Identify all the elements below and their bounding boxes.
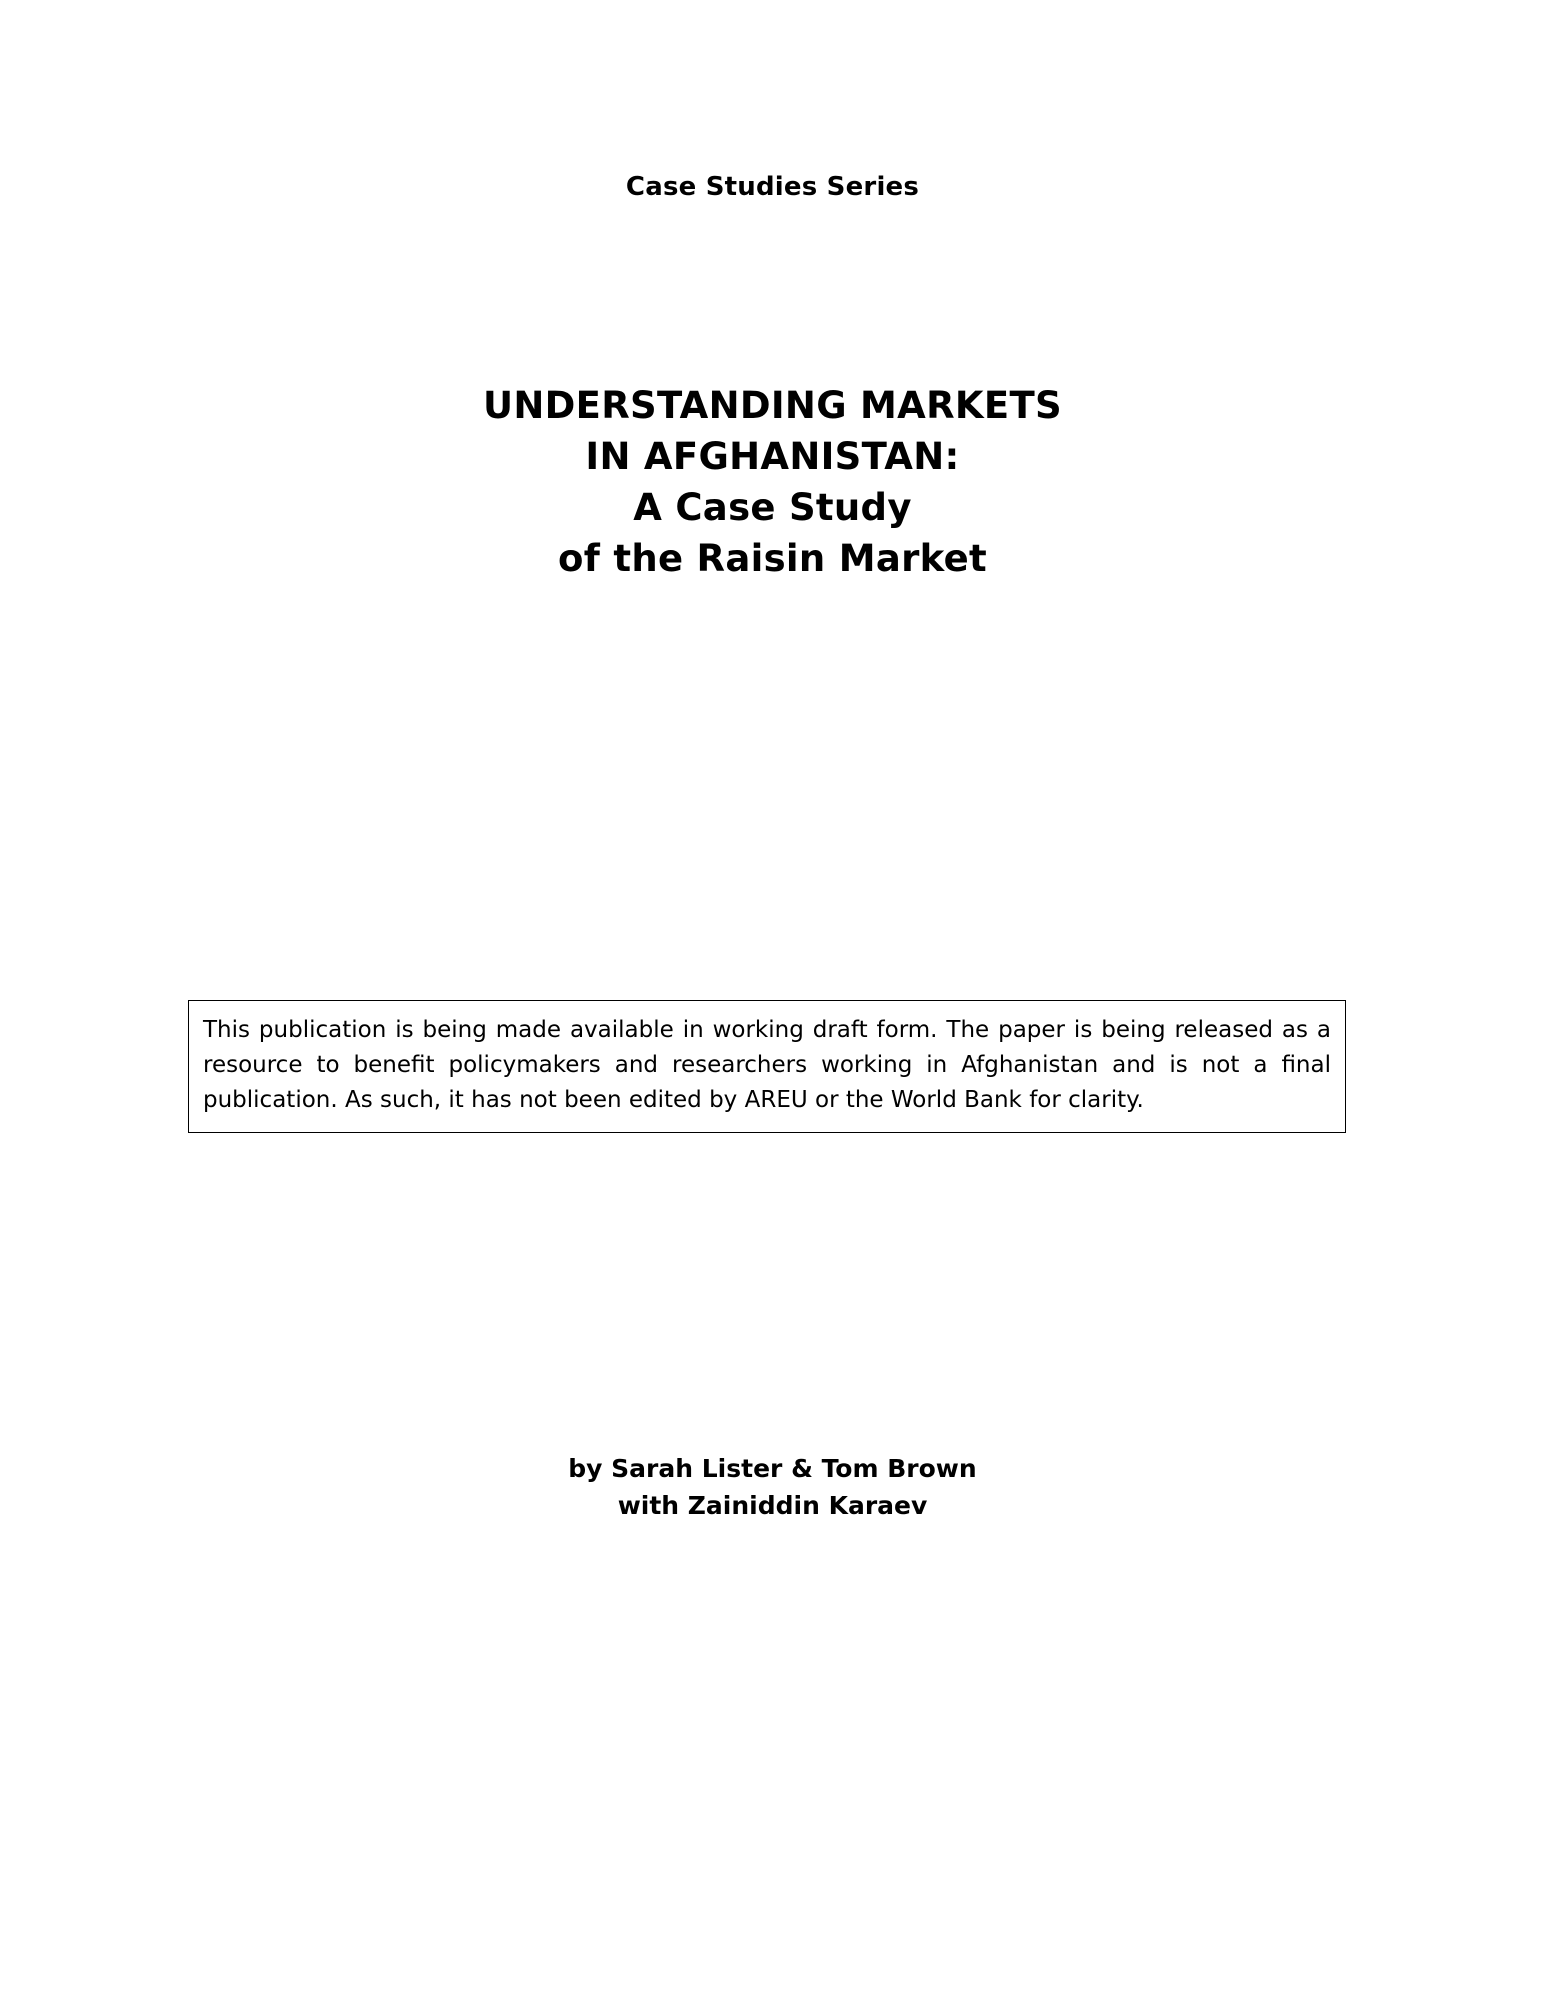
authors-block	[0, 1450, 1545, 1524]
author-line-contributor: with Zainiddin Karaev	[617, 1491, 928, 1520]
author-line-primary: by Sarah Lister & Tom Brown	[568, 1454, 977, 1483]
title-line-3: A Case Study	[633, 486, 912, 529]
title-line-1: UNDERSTANDING MARKETS	[483, 384, 1062, 427]
title-line-4: of the Raisin Market	[558, 537, 987, 580]
document-title	[0, 380, 1545, 584]
draft-notice-box	[188, 1000, 1346, 1133]
draft-notice-text: This publication is being made available in working draft form. The paper is being released as a resource to benefit policymakers and researchers working in Afghanistan and is not a final publication. As such, it has not been edited by AREU or the World Bank for clarity.	[203, 1017, 1331, 1113]
series-label: Case Studies Series	[625, 172, 920, 202]
title-line-2: IN AFGHANISTAN:	[585, 435, 960, 478]
